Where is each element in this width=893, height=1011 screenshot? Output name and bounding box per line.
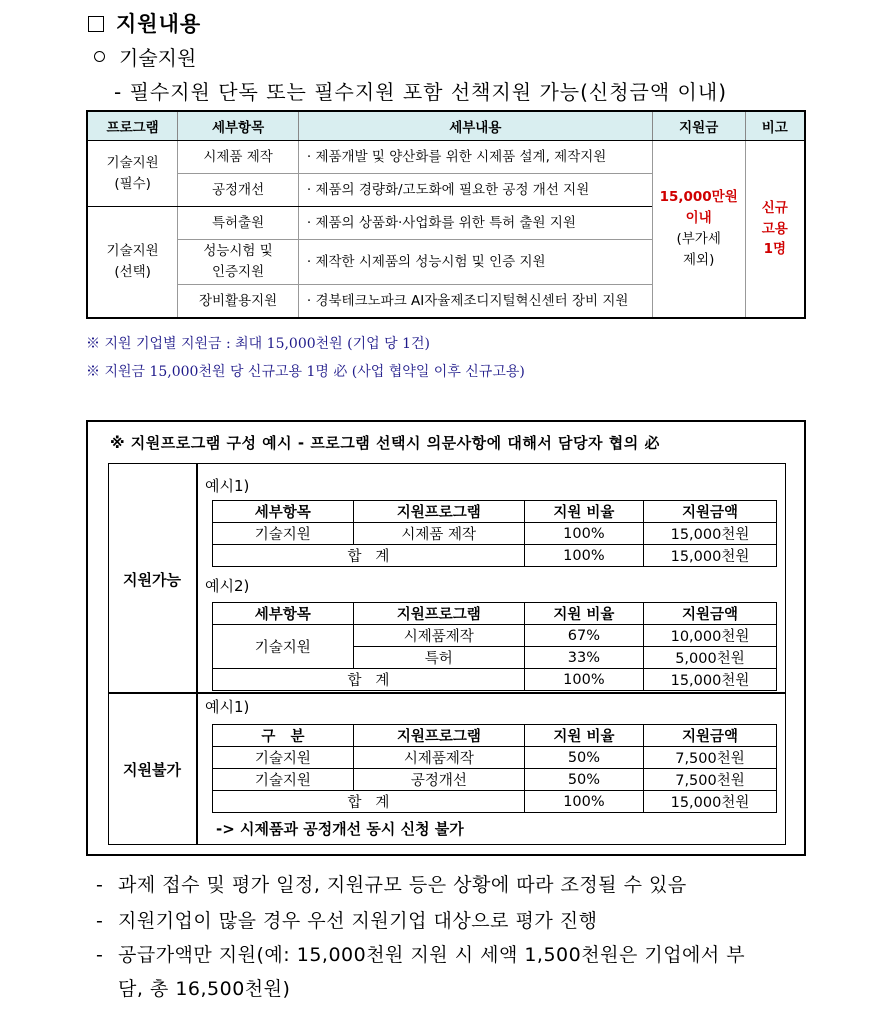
table-cell: · 경북테크노파크 AI자율제조디지털혁신센터 장비 지원 (298, 285, 652, 319)
table-cell: · 제품의 상품화·사업화를 위한 특허 출원 지원 (298, 207, 652, 240)
table-cell: 세부항목 (213, 501, 354, 523)
total-cell: 합 계 (213, 545, 525, 567)
table-cell: 지원금액 (643, 501, 776, 523)
table-cell: · 제품의 경량화/고도화에 필요한 공정 개선 지원 (298, 174, 652, 207)
table-cell: 특허 (353, 647, 524, 669)
lead-text: - 필수지원 단독 또는 필수지원 포함 선책지원 가능(신청금액 이내) (114, 80, 728, 104)
table-cell: 특허출원 (178, 207, 299, 240)
divider (108, 692, 786, 694)
header-detail: 세부내용 (298, 111, 652, 141)
header-amount: 지원금 (652, 111, 745, 141)
table-cell: 5,000천원 (643, 647, 776, 669)
example-table-3 (212, 724, 777, 813)
table-cell: 100% (524, 791, 643, 813)
example-title: ※ 지원프로그램 구성 예시 - 프로그램 선택시 의문사항에 대해서 담당자 협의 必 (110, 434, 660, 452)
table-cell: 지원프로그램 (353, 603, 524, 625)
table-cell: 지원 비율 (524, 725, 643, 747)
table-cell: 7,500천원 (643, 769, 776, 791)
table-cell: 세부항목 (213, 603, 354, 625)
header-remark: 비고 (745, 111, 805, 141)
note-line: ※ 지원금 15,000천원 당 신규고용 1명 必 (사업 협약일 이후 신규고용) (86, 364, 525, 380)
table-cell: 시제품제작 (353, 747, 524, 769)
subsection-title: 기술지원 (94, 42, 196, 71)
possible-label: 지원가능 (123, 571, 181, 589)
table-cell: 기술지원 (213, 523, 354, 545)
bullet-item: - 지원기업이 많을 경우 우선 지원기업 대상으로 평가 진행 (96, 910, 598, 932)
table-cell: 15,000천원 (643, 791, 776, 813)
table-cell: 지원프로그램 (353, 725, 524, 747)
table-cell: 구 분 (213, 725, 354, 747)
table-cell: 시제품제작 (353, 625, 524, 647)
example-table-2 (212, 602, 777, 691)
table-cell: 시제품 제작 (178, 141, 299, 174)
table-cell: 100% (524, 545, 643, 567)
table-cell: 100% (524, 523, 643, 545)
table-cell: 10,000천원 (643, 625, 776, 647)
bullet-continuation: 담, 총 16,500천원) (118, 978, 291, 1000)
table-cell: 지원프로그램 (353, 501, 524, 523)
table-cell: 시제품 제작 (353, 523, 524, 545)
table-cell: 기술지원 (213, 625, 354, 669)
table-cell: 67% (524, 625, 643, 647)
circle-bullet-icon (94, 51, 105, 62)
table-cell: 100% (524, 669, 643, 691)
table-cell: 15,000천원 (643, 545, 776, 567)
table-cell: 지원금액 (643, 603, 776, 625)
amount-cell: 15,000만원 이내 (부가세 제외) (652, 141, 745, 319)
header-item: 세부항목 (178, 111, 299, 141)
table-cell: · 제품개발 및 양산화를 위한 시제품 설계, 제작지원 (298, 141, 652, 174)
header-program: 프로그램 (87, 111, 178, 141)
table-cell: 성능시험 및 인증지원 (178, 240, 299, 285)
example-table-1 (212, 500, 777, 567)
note-line: ※ 지원 기업별 지원금 : 최대 15,000천원 (기업 당 1건) (86, 336, 430, 352)
program-optional: 기술지원 (선택) (87, 207, 178, 319)
example-label: 예시2) (205, 577, 250, 595)
table-cell: 7,500천원 (643, 747, 776, 769)
table-cell: 지원 비율 (524, 501, 643, 523)
bullet-item: - 공급가액만 지원(예: 15,000천원 지원 시 세액 1,500천원은 기업에서 부 (96, 944, 746, 966)
bullet-item: - 과제 접수 및 평가 일정, 지원규모 등은 상황에 따라 조정될 수 있음 (96, 874, 687, 896)
conclusion-text: -> 시제품과 공정개선 동시 신청 불가 (216, 820, 464, 838)
table-cell: 50% (524, 747, 643, 769)
table-cell: 지원 비율 (524, 603, 643, 625)
total-cell: 합 계 (213, 791, 525, 813)
example-label: 예시1) (205, 477, 250, 495)
section-title: 지원내용 (88, 8, 201, 38)
table-cell: 15,000천원 (643, 669, 776, 691)
checkbox-square-icon (88, 16, 104, 32)
table-cell: 33% (524, 647, 643, 669)
example-label: 예시1) (205, 698, 250, 716)
table-cell: 기술지원 (213, 747, 354, 769)
impossible-label: 지원불가 (123, 761, 181, 779)
divider (196, 463, 198, 845)
total-cell: 합 계 (213, 669, 525, 691)
table-cell: · 제작한 시제품의 성능시험 및 인증 지원 (298, 240, 652, 285)
table-cell: 50% (524, 769, 643, 791)
table-cell: 장비활용지원 (178, 285, 299, 319)
remark-cell: 신규 고용 1명 (745, 141, 805, 319)
table-cell: 공정개선 (178, 174, 299, 207)
table-cell: 15,000천원 (643, 523, 776, 545)
table-cell: 공정개선 (353, 769, 524, 791)
support-program-table (86, 110, 806, 319)
table-cell: 기술지원 (213, 769, 354, 791)
program-required: 기술지원 (필수) (87, 141, 178, 207)
table-cell: 지원금액 (643, 725, 776, 747)
